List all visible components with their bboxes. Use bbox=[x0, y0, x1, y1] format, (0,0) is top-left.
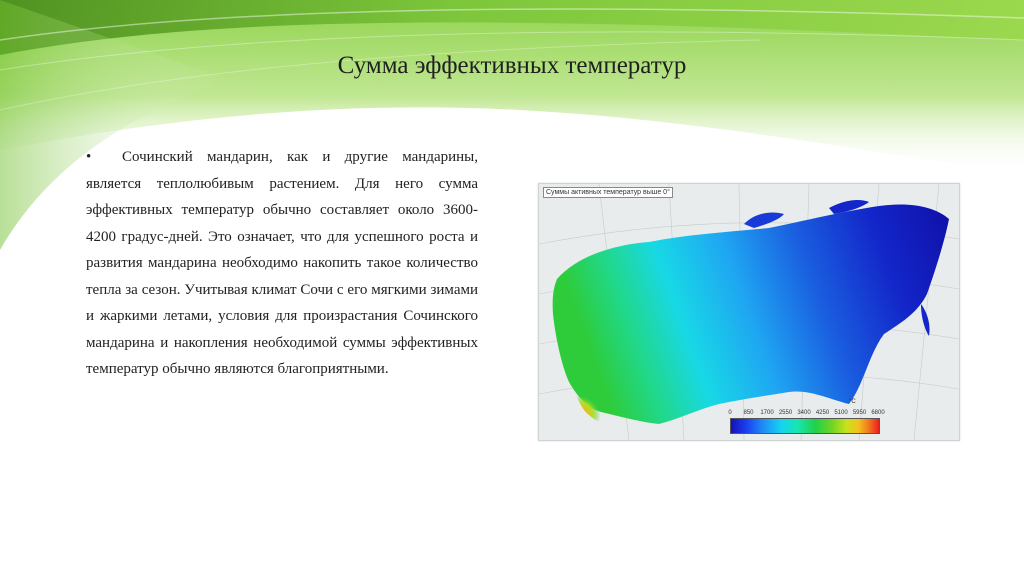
legend-tick: 3400 bbox=[797, 410, 811, 416]
legend-unit-label: °C bbox=[849, 399, 856, 405]
legend-tick: 1700 bbox=[760, 410, 774, 416]
legend-tick: 850 bbox=[743, 410, 754, 416]
russia-map-image bbox=[539, 184, 959, 440]
legend-tick: 0 bbox=[728, 410, 732, 416]
slide-title: Сумма эффективных температур bbox=[337, 52, 687, 79]
legend-tick: 6800 bbox=[871, 410, 885, 416]
body-paragraph: Сочинский мандарин, как и другие мандарины, является теплолюбивым растением. Для него сумма эффективных температур обычно составляет около 3600-4200 градус-дней. Это означает, что для успешного роста и развития мандарина необходимо накопить такое количество тепла за сезон. Учитывая климат Сочи с его мягкими зимами и жаркими летами, условия для произрастания Сочинского мандарина и накопления необходимой суммы эффективных температур обычно являются благоприятными. bbox=[86, 149, 478, 377]
legend-tick: 5950 bbox=[852, 410, 867, 416]
legend-tick: 5100 bbox=[834, 410, 848, 416]
legend-color-bar bbox=[730, 418, 880, 434]
legend-tick: 4250 bbox=[815, 410, 830, 416]
bullet-marker: • bbox=[86, 149, 92, 165]
map-caption: Суммы активных температур выше 0° bbox=[543, 187, 673, 198]
legend-ticks bbox=[726, 410, 885, 418]
slide-body bbox=[86, 144, 478, 383]
temperature-map bbox=[538, 183, 960, 441]
legend-tick: 2550 bbox=[778, 410, 793, 416]
